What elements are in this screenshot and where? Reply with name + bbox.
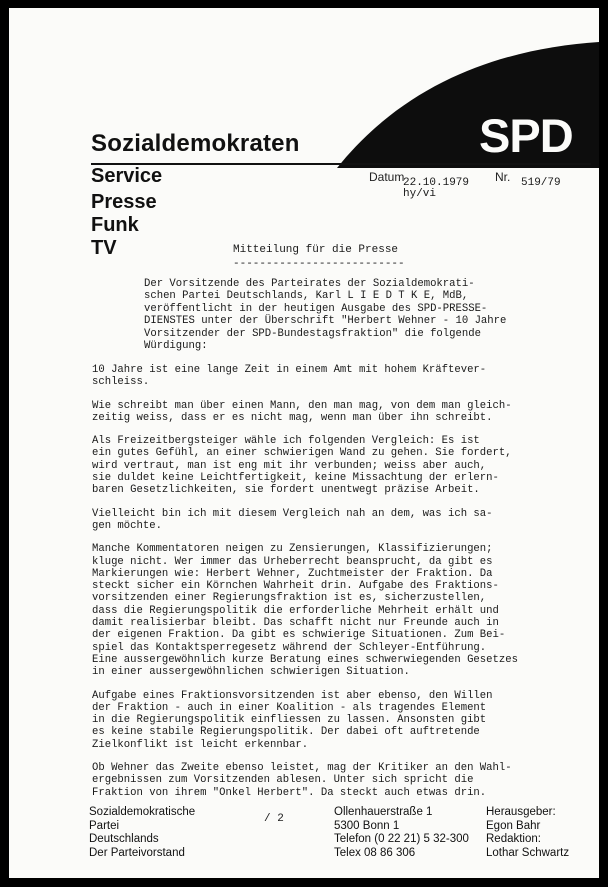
paragraph: Wie schreibt man über einen Mann, den man mag, von dem man gleich- zeitig weiss, dass er es nicht mag, wenn man über ihn schreibt. [92,399,512,424]
nav-funk: Funk [91,214,139,236]
press-release-page [9,8,599,878]
paragraph: Vielleicht bin ich mit diesem Vergleich nah an dem, was ich sa- gen möchte. [92,507,493,532]
page-number: / 2 [264,813,284,825]
headline-underline: -------------------------- [233,258,405,270]
spd-logo: SPD [479,109,573,162]
footer-editors: Herausgeber: Egon Bahr Redaktion: Lothar Schwartz [486,806,570,859]
paragraph: 10 Jahre ist eine lange Zeit in einem Amt mit hohem Kräftever- schleiss. [92,364,487,389]
nr-label: Nr. [495,170,511,184]
brand-title: Sozialdemokraten [91,130,300,157]
paragraph: Als Freizeitbergsteiger wähle ich folgenden Vergleich: Es ist ein gutes Gefühl, an einer schwierigen Wand zu gehen. Sie fordert, wird vertraut, man ist eng mit ihr verbunden; weiss aber auch, sie duldet keine Leichtfertigkeit, keine Missachtung der erlern- baren Gesetzlichkeiten, sie fordert unentwegt präzise Arbeit. [92,435,512,497]
intro-paragraph: Der Vorsitzende des Parteirates der Sozialdemokrati- schen Partei Deutschlands, Karl L I E D T K E, MdB, veröffentlicht in der heutigen Ausgabe des SPD-PRESSE- DIENSTES unter der Überschrift "Herbert Wehner - 10 Jahre Vorsitzender der SPD-Bundestagsfraktion" die folgende Würdigung: [144,278,507,353]
nav-service: Service [91,165,163,187]
datum-value: 22.10.1979 [403,177,470,189]
headline: Mitteilung für die Presse [233,244,399,256]
header-rule [91,163,591,165]
reference-code: hy/vi [403,188,437,200]
footer-address: Ollenhauerstraße 1 5300 Bonn 1 Telefon (0 22 21) 5 32-300 Telex 08 86 306 [334,806,469,859]
datum-label: Datum [369,170,405,184]
footer-organization: Sozialdemokratische Partei Deutschlands Der Parteivorstand [89,806,196,859]
nav-presse: Presse [91,191,157,213]
paragraph: Aufgabe eines Fraktionsvorsitzenden ist aber ebenso, den Willen der Fraktion - auch in einer Koalition - als tragendes Element in die Regierungspolitik einfliessen zu lassen. Ansonsten gibt es keine stabile Regierungspolitik. Der dabei oft auftretende Zielkonflikt ist leicht erkennbar. [92,689,493,751]
paragraph: Ob Wehner das Zweite ebenso leistet, mag der Kritiker an den Wahl- ergebnissen zum Vorsitzenden ablesen. Unter sich spricht die Fraktion von ihrem "Onkel Herbert". Da steckt auch etwas drin. [92,762,512,799]
paragraph: Manche Kommentatoren neigen zu Zensierungen, Klassifizierungen; kluge nicht. Wer immer das Urheberrecht beansprucht, da gibt es Markierungen wie: Herbert Wehner, Zuchtmeister der Fraktion. Da steckt sicher ein Körnchen Wahrheit drin. Aufgabe des Fraktions- vorsitzenden einer Regierungsfraktion ist es, sicherzustellen, dass die Regierungspolitik die erforderliche Mehrheit erhält und damit realisierbar bleibt. Das schafft nicht nur Freunde auch in der eigenen Fraktion. Da gibt es schwierige Situationen. Zum Bei- spiel das Kontaktsperregesetz während der Schleyer-Entführung. Eine aussergewöhnlich kurze Beratung eines schwerwiegenden Gesetzes in einer aussergewöhnlichen schwierigen Situation. [92,543,518,679]
nr-value: 519/79 [521,177,561,189]
article-body [92,364,592,810]
nav-tv: TV [91,237,117,259]
